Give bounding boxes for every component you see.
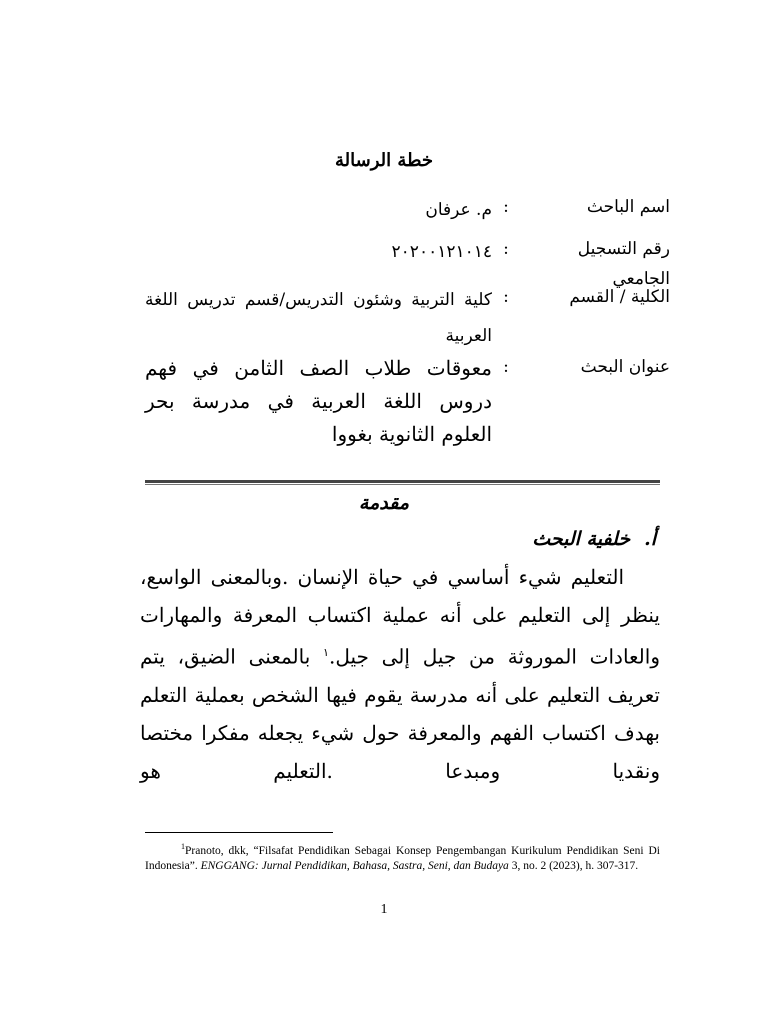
document-title: خطة الرسالة — [335, 150, 433, 171]
footnote-reference: ١ — [323, 646, 329, 659]
body-paragraph — [140, 558, 660, 790]
paragraph-part-1: التعليم شيء أساسي في حياة الإنسان .وبالمعنى الواسع، ينظر إلى التعليم على أنه عملية اكتساب المعرفة والمهارات والعادات الموروثة من جيل إلى جيل. — [140, 565, 660, 669]
info-label: الكلية / القسم — [569, 287, 670, 307]
info-colon: : — [503, 239, 509, 259]
section-number: أ. — [644, 528, 656, 550]
info-value: ٢٠٢٠٠١٢١٠١٤ — [391, 242, 492, 262]
info-label: عنوان البحث — [580, 357, 670, 377]
info-row-research-title — [145, 352, 670, 451]
info-row-faculty — [145, 282, 670, 354]
footnote-text: Pranoto, dkk, “Filsafat Pendidikan Sebagai Konsep Pengembangan Kurikulum Pendidikan Seni Di Indonesia”. — [145, 844, 660, 873]
footnote-details: 3, no. 2 (2023), h. 307-317. — [511, 860, 639, 873]
info-value: معوقات طلاب الصف الثامن في فهم دروس اللغة العربية في مدرسة بحر العلوم الثانوية بغووا — [145, 356, 492, 446]
info-colon: : — [503, 197, 509, 217]
introduction-heading: مقدمة — [358, 492, 410, 514]
info-value: م. عرفان — [425, 200, 492, 220]
footnote-separator — [145, 832, 333, 833]
paragraph-part-2: بالمعنى الضيق، يتم تعريف التعليم على أنه مدرسة يقوم فيها الشخص بعملية التعلم بهدف اكتساب الفهم والمعرفة حول شيء يجعله مفكرا مختصا ونقديا ومبدعا .التعليم هو — [140, 644, 660, 783]
info-value: كلية التربية وشئون التدريس/قسم تدريس اللغة العربية — [145, 290, 492, 346]
info-colon: : — [503, 287, 509, 307]
info-row-researcher — [145, 192, 670, 228]
info-colon: : — [503, 357, 509, 377]
info-label: رقم التسجيل الجامعي — [577, 239, 670, 289]
footnote-journal: ENGGANG: Jurnal Pendidikan, Bahasa, Sastra, Seni, dan Budaya — [200, 860, 509, 873]
footnote — [145, 839, 660, 875]
section-heading — [532, 528, 656, 550]
section-title: خلفية البحث — [532, 528, 631, 550]
double-divider — [145, 480, 660, 485]
page-number: 1 — [380, 902, 388, 917]
footnote-marker: 1 — [181, 842, 185, 851]
info-label: اسم الباحث — [586, 197, 670, 217]
